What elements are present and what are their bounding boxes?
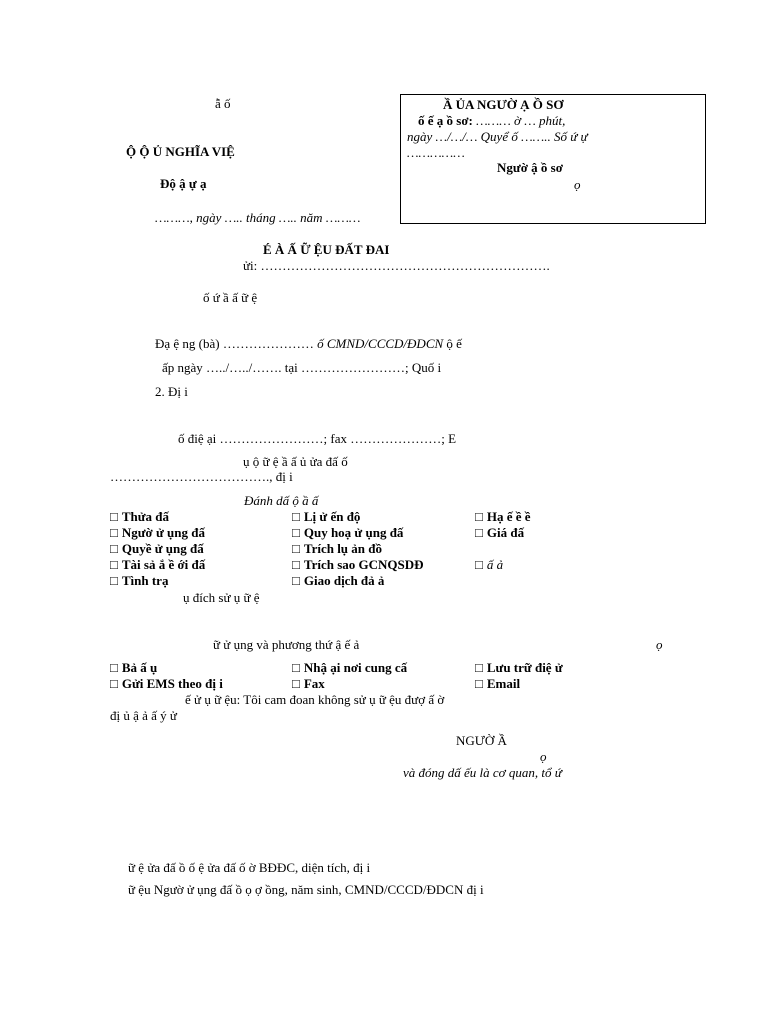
checklist-item[interactable] bbox=[475, 525, 524, 541]
issue-line: ấp ngày …../…../……. tại ……………………; Quố i bbox=[162, 360, 442, 375]
checkbox-icon[interactable]: □ bbox=[292, 509, 300, 524]
checkbox-icon[interactable]: □ bbox=[110, 676, 118, 691]
methods-item[interactable] bbox=[475, 676, 520, 692]
requester-name-line bbox=[155, 336, 462, 352]
id-label: ố CMND/CCCD/ĐDCN bbox=[317, 336, 444, 351]
method-heading-note: ọ bbox=[656, 637, 663, 652]
checklist-item[interactable] bbox=[110, 525, 205, 541]
checklist-item[interactable] bbox=[110, 557, 205, 573]
signature-note-2: và đóng dấ ếu là cơ quan, tổ ứ bbox=[403, 765, 562, 780]
checklist-label: Giá đấ bbox=[486, 525, 525, 540]
footnote-1: ữ ệ ửa đấ ồ ố ệ ửa đấ ố ờ BĐĐC, diện tích, đị i bbox=[128, 860, 371, 875]
place-date-line: ………, ngày ….. tháng ….. năm ……… bbox=[155, 210, 361, 225]
checklist-label: Quyề ử ụng đấ bbox=[121, 541, 204, 556]
checkbox-icon[interactable]: □ bbox=[292, 525, 300, 540]
checkbox-icon[interactable]: □ bbox=[110, 525, 118, 540]
checkbox-icon[interactable]: □ bbox=[110, 557, 118, 572]
checkbox-icon[interactable]: □ bbox=[292, 660, 300, 675]
form-title: É À Ấ Ữ ỆU ĐẤT ĐAI bbox=[263, 242, 390, 257]
checklist-label: Giao dịch đả ả bbox=[303, 573, 385, 588]
checkbox-icon[interactable]: □ bbox=[110, 541, 118, 556]
methods-label: Lưu trữ điệ ử bbox=[486, 660, 563, 675]
checklist-label: Hạ ế ề ề bbox=[486, 509, 531, 524]
checkbox-icon[interactable]: □ bbox=[475, 676, 483, 691]
receipt-line-1-value: ……… ờ … phút, bbox=[476, 113, 566, 128]
footnote-2: ữ ệu Ngườ ử ụng đấ ồ ọ ợ ồng, năm sinh, CMND/CCCD/ĐDCN đị i bbox=[128, 882, 484, 897]
checkbox-icon[interactable]: □ bbox=[110, 509, 118, 524]
receipt-line-1 bbox=[418, 113, 565, 129]
purpose-line: ụ đích sử ụ ữ ệ bbox=[183, 590, 260, 605]
checkbox-icon[interactable]: □ bbox=[110, 573, 118, 588]
checkbox-icon[interactable]: □ bbox=[292, 541, 300, 556]
recipient-line: ửi: …………………………………………………………. bbox=[243, 258, 550, 273]
checklist-item[interactable] bbox=[292, 557, 424, 573]
receipt-line-1-label: ố ế ạ ồ sơ: bbox=[418, 113, 473, 128]
request-line-b: ………………………………., đị i bbox=[110, 469, 293, 484]
checklist-item[interactable] bbox=[475, 557, 503, 573]
receipt-signer-note: ọ bbox=[574, 177, 581, 192]
methods-label: Nhậ ại nơi cung cấ bbox=[303, 660, 408, 675]
checkbox-icon[interactable]: □ bbox=[292, 573, 300, 588]
methods-item[interactable] bbox=[292, 660, 407, 676]
id-suffix: ộ ế bbox=[446, 336, 462, 351]
country-name: Ộ Ộ Ủ NGHĨA VIỆ bbox=[126, 144, 235, 159]
methods-item[interactable] bbox=[292, 676, 325, 692]
motto: Độ ậ ự ạ bbox=[160, 176, 207, 191]
checklist-label: Trích lụ ản đồ bbox=[303, 541, 382, 556]
checklist-item[interactable] bbox=[292, 509, 360, 525]
checklist-label: Quy hoạ ử ụng đấ bbox=[303, 525, 404, 540]
checkbox-icon[interactable]: □ bbox=[292, 557, 300, 572]
checkbox-icon[interactable]: □ bbox=[475, 525, 483, 540]
checkbox-icon[interactable]: □ bbox=[110, 660, 118, 675]
method-heading: ữ ử ụng và phương thứ ậ ế ả bbox=[213, 637, 360, 652]
signature-note-1: ọ bbox=[540, 749, 547, 764]
receipt-line-2: ngày …/…/… Quyể ố …….. Số ứ ự bbox=[407, 129, 588, 144]
checklist-label: Lị ử ến độ bbox=[303, 509, 361, 524]
signature-title: NGƯỜ Ầ bbox=[456, 733, 507, 748]
checklist-item[interactable] bbox=[110, 509, 169, 525]
checklist-label: Thửa đấ bbox=[121, 509, 170, 524]
checklist-item[interactable] bbox=[110, 573, 168, 589]
section-1-heading: ố ứ ầ ấ ữ ệ bbox=[203, 290, 258, 305]
checklist-label: ấ ả bbox=[486, 557, 504, 572]
checklist-item[interactable] bbox=[110, 541, 204, 557]
form-number: ẫ ố bbox=[215, 96, 231, 111]
methods-label: Bả ấ ụ bbox=[121, 660, 158, 675]
commitment-line-b: đị ủ ậ ả ấ ý ử bbox=[110, 708, 177, 723]
methods-item[interactable] bbox=[475, 660, 563, 676]
receipt-signer: Ngườ ậ ồ sơ bbox=[497, 160, 563, 175]
checklist-note: Đánh dấ ộ ầ ấ bbox=[244, 493, 319, 508]
checkbox-icon[interactable]: □ bbox=[475, 509, 483, 524]
methods-label: Email bbox=[486, 676, 521, 691]
checklist-label: Trích sao GCNQSDĐ bbox=[303, 557, 424, 572]
methods-label: Fax bbox=[303, 676, 325, 691]
address-label: 2. Đị i bbox=[155, 384, 188, 399]
checkbox-icon[interactable]: □ bbox=[292, 676, 300, 691]
methods-item[interactable] bbox=[110, 676, 223, 692]
checkbox-icon[interactable]: □ bbox=[475, 557, 483, 572]
checklist-item[interactable] bbox=[292, 541, 382, 557]
phone-line: ố điệ ại ……………………; fax …………………; E bbox=[178, 431, 457, 446]
receipt-line-3: …………… bbox=[407, 145, 465, 160]
checklist-item[interactable] bbox=[292, 573, 384, 589]
checklist-label: Tài sả ắ ề ới đấ bbox=[121, 557, 206, 572]
methods-item[interactable] bbox=[110, 660, 157, 676]
checkbox-icon[interactable]: □ bbox=[475, 660, 483, 675]
methods-label: Gửi EMS theo đị i bbox=[121, 676, 223, 691]
requester-name: Đạ ệ ng (bà) ………………… bbox=[155, 336, 314, 351]
checklist-label: Tình trạ bbox=[121, 573, 169, 588]
receipt-title: Ầ ỦA NGƯỜ Ạ Ồ SƠ bbox=[443, 97, 564, 112]
request-line-a: ụ ộ ữ ệ ầ ấ ủ ửa đấ ố bbox=[243, 454, 348, 469]
commitment-line-a: ế ử ụ ữ ệu: Tôi cam đoan không sử ụ ữ ệu đượ ấ ờ bbox=[185, 692, 445, 707]
checklist-label: Ngườ ử ụng đấ bbox=[121, 525, 205, 540]
checklist-item[interactable] bbox=[475, 509, 531, 525]
checklist-item[interactable] bbox=[292, 525, 403, 541]
